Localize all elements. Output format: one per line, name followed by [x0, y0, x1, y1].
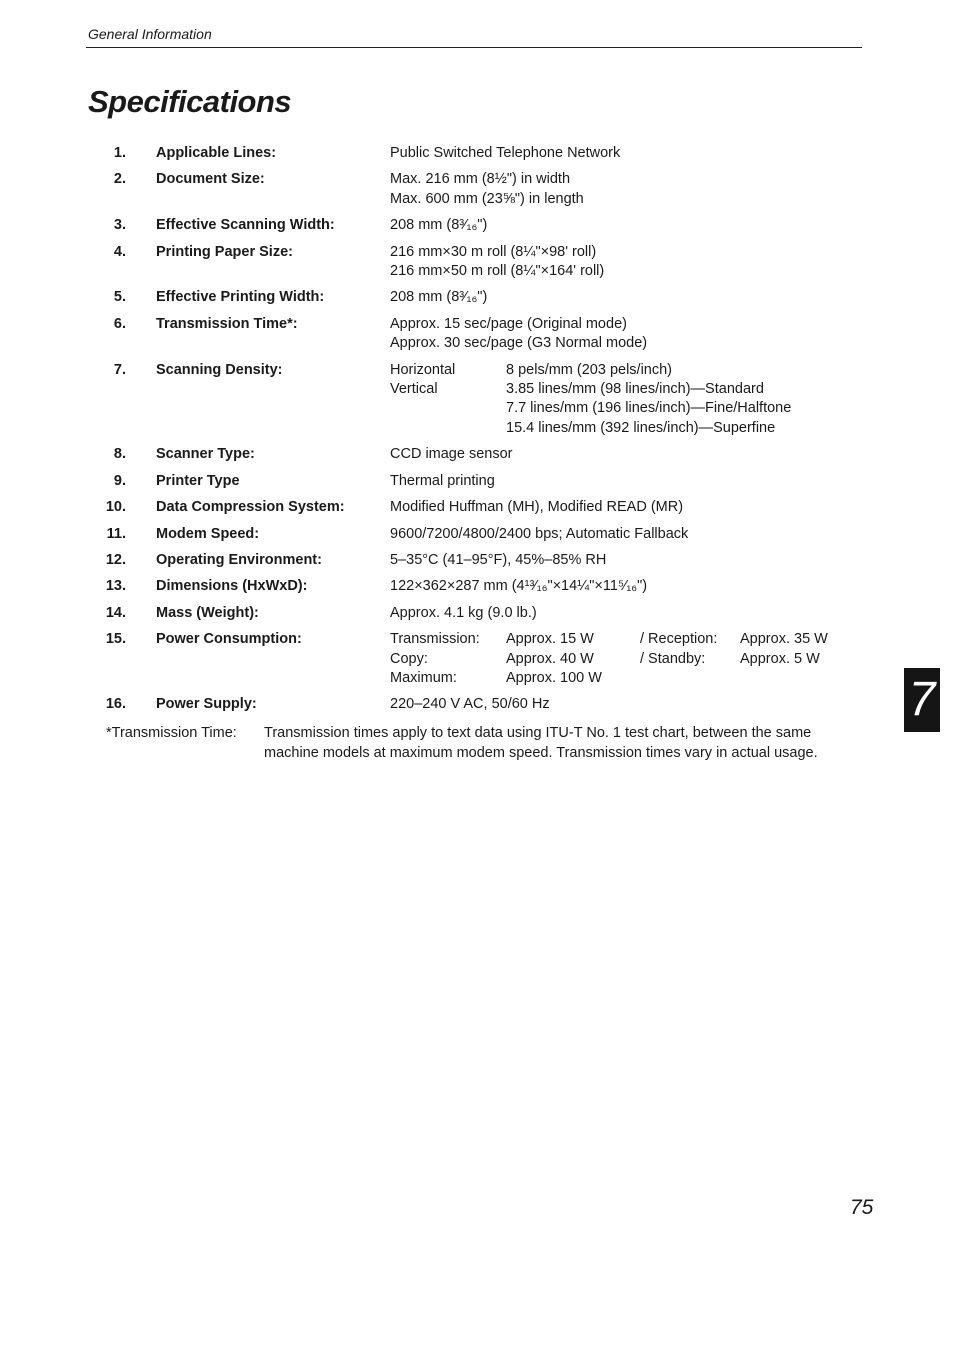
footnote-text: Transmission times apply to text data using ITU-T No. 1 test chart, between the same machine models at maximum modem speed. Transmission times vary in actual usage.: [264, 725, 818, 761]
spec-label: Effective Printing Width:: [156, 289, 325, 306]
spec-value: [390, 551, 856, 570]
spec-row-data-compression: [96, 498, 856, 517]
spec-value-line: 122×362×287 mm (4¹³⁄₁₆"×14¼"×11⁵⁄₁₆"): [390, 578, 648, 595]
spec-label: Effective Scanning Width:: [156, 217, 335, 234]
spec-value-line: Thermal printing: [390, 472, 495, 489]
spec-value: [390, 445, 856, 464]
spec-label: Transmission Time*:: [156, 315, 298, 332]
power-mode-value: Approx. 35 W: [740, 631, 828, 648]
spec-row-dimensions: [96, 577, 856, 596]
spec-number: 9.: [113, 472, 126, 489]
spec-value: [390, 288, 856, 307]
spec-number: 1.: [113, 145, 126, 161]
spec-label: Dimensions (HxWxD):: [156, 578, 308, 595]
spec-value: [390, 472, 856, 491]
spec-number: 7.: [113, 361, 126, 378]
power-mode-value: Approx. 100 W: [506, 669, 602, 686]
density-vertical-label: Vertical: [390, 381, 438, 398]
spec-value-line: Max. 600 mm (23⅝") in length: [390, 190, 584, 207]
spec-label: Operating Environment:: [156, 551, 322, 568]
power-mode-label: / Standby:: [640, 650, 706, 667]
power-mode-value: Approx. 15 W: [506, 631, 594, 648]
spec-value: [390, 170, 856, 209]
spec-number: 12.: [105, 551, 126, 568]
spec-value-line: 208 mm (8³⁄₁₆"): [390, 217, 488, 234]
spec-row-operating-environment: [96, 551, 856, 570]
spec-label: Printing Paper Size:: [156, 243, 293, 260]
spec-number: 15.: [105, 631, 126, 648]
spec-value: [390, 498, 856, 517]
spec-value-line: 220–240 V AC, 50/60 Hz: [390, 696, 550, 713]
spec-number: 8.: [113, 446, 126, 463]
spec-number: 10.: [105, 499, 126, 516]
spec-value: [390, 243, 856, 282]
spec-row-printing-paper-size: [96, 243, 856, 282]
spec-row-applicable-lines: [96, 144, 856, 163]
spec-row-effective-printing-width: [96, 288, 856, 307]
spec-row-transmission-time: [96, 315, 856, 354]
spec-number: 13.: [105, 578, 126, 595]
spec-number: 6.: [113, 315, 126, 332]
spec-value-line: Approx. 4.1 kg (9.0 lb.): [390, 604, 537, 621]
density-vertical-value: 3.85 lines/mm (98 lines/inch)—Standard: [506, 381, 764, 398]
spec-number: 5.: [113, 289, 126, 306]
spec-value: [390, 630, 856, 688]
spec-value: [390, 361, 856, 439]
spec-number: 14.: [105, 604, 126, 621]
spec-number: 3.: [113, 217, 126, 234]
spec-number: 4.: [113, 243, 126, 260]
spec-value-line: Public Switched Telephone Network: [390, 145, 621, 161]
spec-label: Data Compression System:: [156, 499, 345, 516]
spec-label: Power Consumption:: [156, 631, 302, 648]
density-vertical-value: 7.7 lines/mm (196 lines/inch)—Fine/Halftone: [506, 400, 792, 417]
spec-value-line: 216 mm×30 m roll (8¼"×98' roll): [390, 243, 597, 260]
spec-label: Power Supply:: [156, 696, 257, 713]
transmission-time-footnote: [106, 723, 846, 763]
spec-label: Document Size:: [156, 171, 265, 188]
spec-value-line: 5–35°C (41–95°F), 45%–85% RH: [390, 551, 607, 568]
spec-value-line: 216 mm×50 m roll (8¼"×164' roll): [390, 263, 605, 280]
power-consumption-grid: [390, 630, 856, 688]
spec-row-effective-scanning-width: [96, 216, 856, 235]
power-mode-label: Transmission:: [390, 631, 480, 648]
density-horizontal: [390, 361, 856, 380]
spec-value-line: Approx. 15 sec/page (Original mode): [390, 315, 627, 332]
power-mode-label: Maximum:: [390, 669, 457, 686]
spec-value: [390, 695, 856, 714]
spec-value: [390, 577, 856, 596]
spec-row-printer-type: [96, 472, 856, 491]
density-horizontal-label: Horizontal: [390, 361, 456, 378]
spec-row-modem-speed: [96, 525, 856, 544]
spec-value: [390, 144, 856, 163]
spec-label: Scanning Density:: [156, 361, 283, 378]
header-divider: [86, 47, 862, 48]
spec-value-line: Approx. 30 sec/page (G3 Normal mode): [390, 335, 648, 352]
spec-label: Scanner Type:: [156, 446, 255, 463]
spec-row-document-size: [96, 170, 856, 209]
spec-row-power-supply: [96, 695, 856, 714]
spec-row-scanning-density: [96, 361, 856, 439]
density-vertical-value: 15.4 lines/mm (392 lines/inch)—Superfine: [506, 419, 776, 436]
spec-label: Applicable Lines:: [156, 145, 277, 161]
spec-label: Modem Speed:: [156, 525, 260, 542]
density-vertical: [390, 380, 856, 438]
spec-row-scanner-type: [96, 445, 856, 464]
chapter-tab: 7: [904, 668, 940, 732]
power-mode-value: [740, 669, 840, 688]
power-mode-label: / Reception:: [640, 631, 718, 648]
density-horizontal-value: 8 pels/mm (203 pels/inch): [506, 361, 673, 378]
page-number: 75: [850, 1196, 874, 1219]
spec-value: [390, 604, 856, 623]
spec-value-line: Modified Huffman (MH), Modified READ (MR): [390, 499, 684, 516]
power-mode-value: Approx. 40 W: [506, 650, 594, 667]
footnote-label: *Transmission Time:: [106, 725, 237, 741]
specifications-list: [96, 144, 856, 722]
density-vertical-values: [506, 380, 856, 438]
spec-value-line: 9600/7200/4800/2400 bps; Automatic Fallback: [390, 525, 689, 542]
spec-number: 16.: [105, 696, 126, 713]
spec-value-line: 208 mm (8³⁄₁₆"): [390, 289, 488, 306]
spec-label: Printer Type: [156, 472, 240, 489]
spec-value: [390, 525, 856, 544]
spec-row-power-consumption: [96, 630, 856, 688]
spec-value: [390, 216, 856, 235]
page-title: Specifications: [88, 84, 292, 119]
spec-number: 2.: [113, 171, 126, 188]
spec-number: 11.: [106, 525, 126, 542]
spec-value: [390, 315, 856, 354]
power-mode-value: Approx. 5 W: [740, 650, 820, 667]
spec-value-line: Max. 216 mm (8½") in width: [390, 171, 571, 188]
spec-row-mass: [96, 604, 856, 623]
power-mode-label: Copy:: [390, 650, 428, 667]
spec-label: Mass (Weight):: [156, 604, 259, 621]
spec-value-line: CCD image sensor: [390, 446, 513, 463]
power-mode-label: [640, 669, 740, 688]
section-header: General Information: [88, 26, 212, 42]
